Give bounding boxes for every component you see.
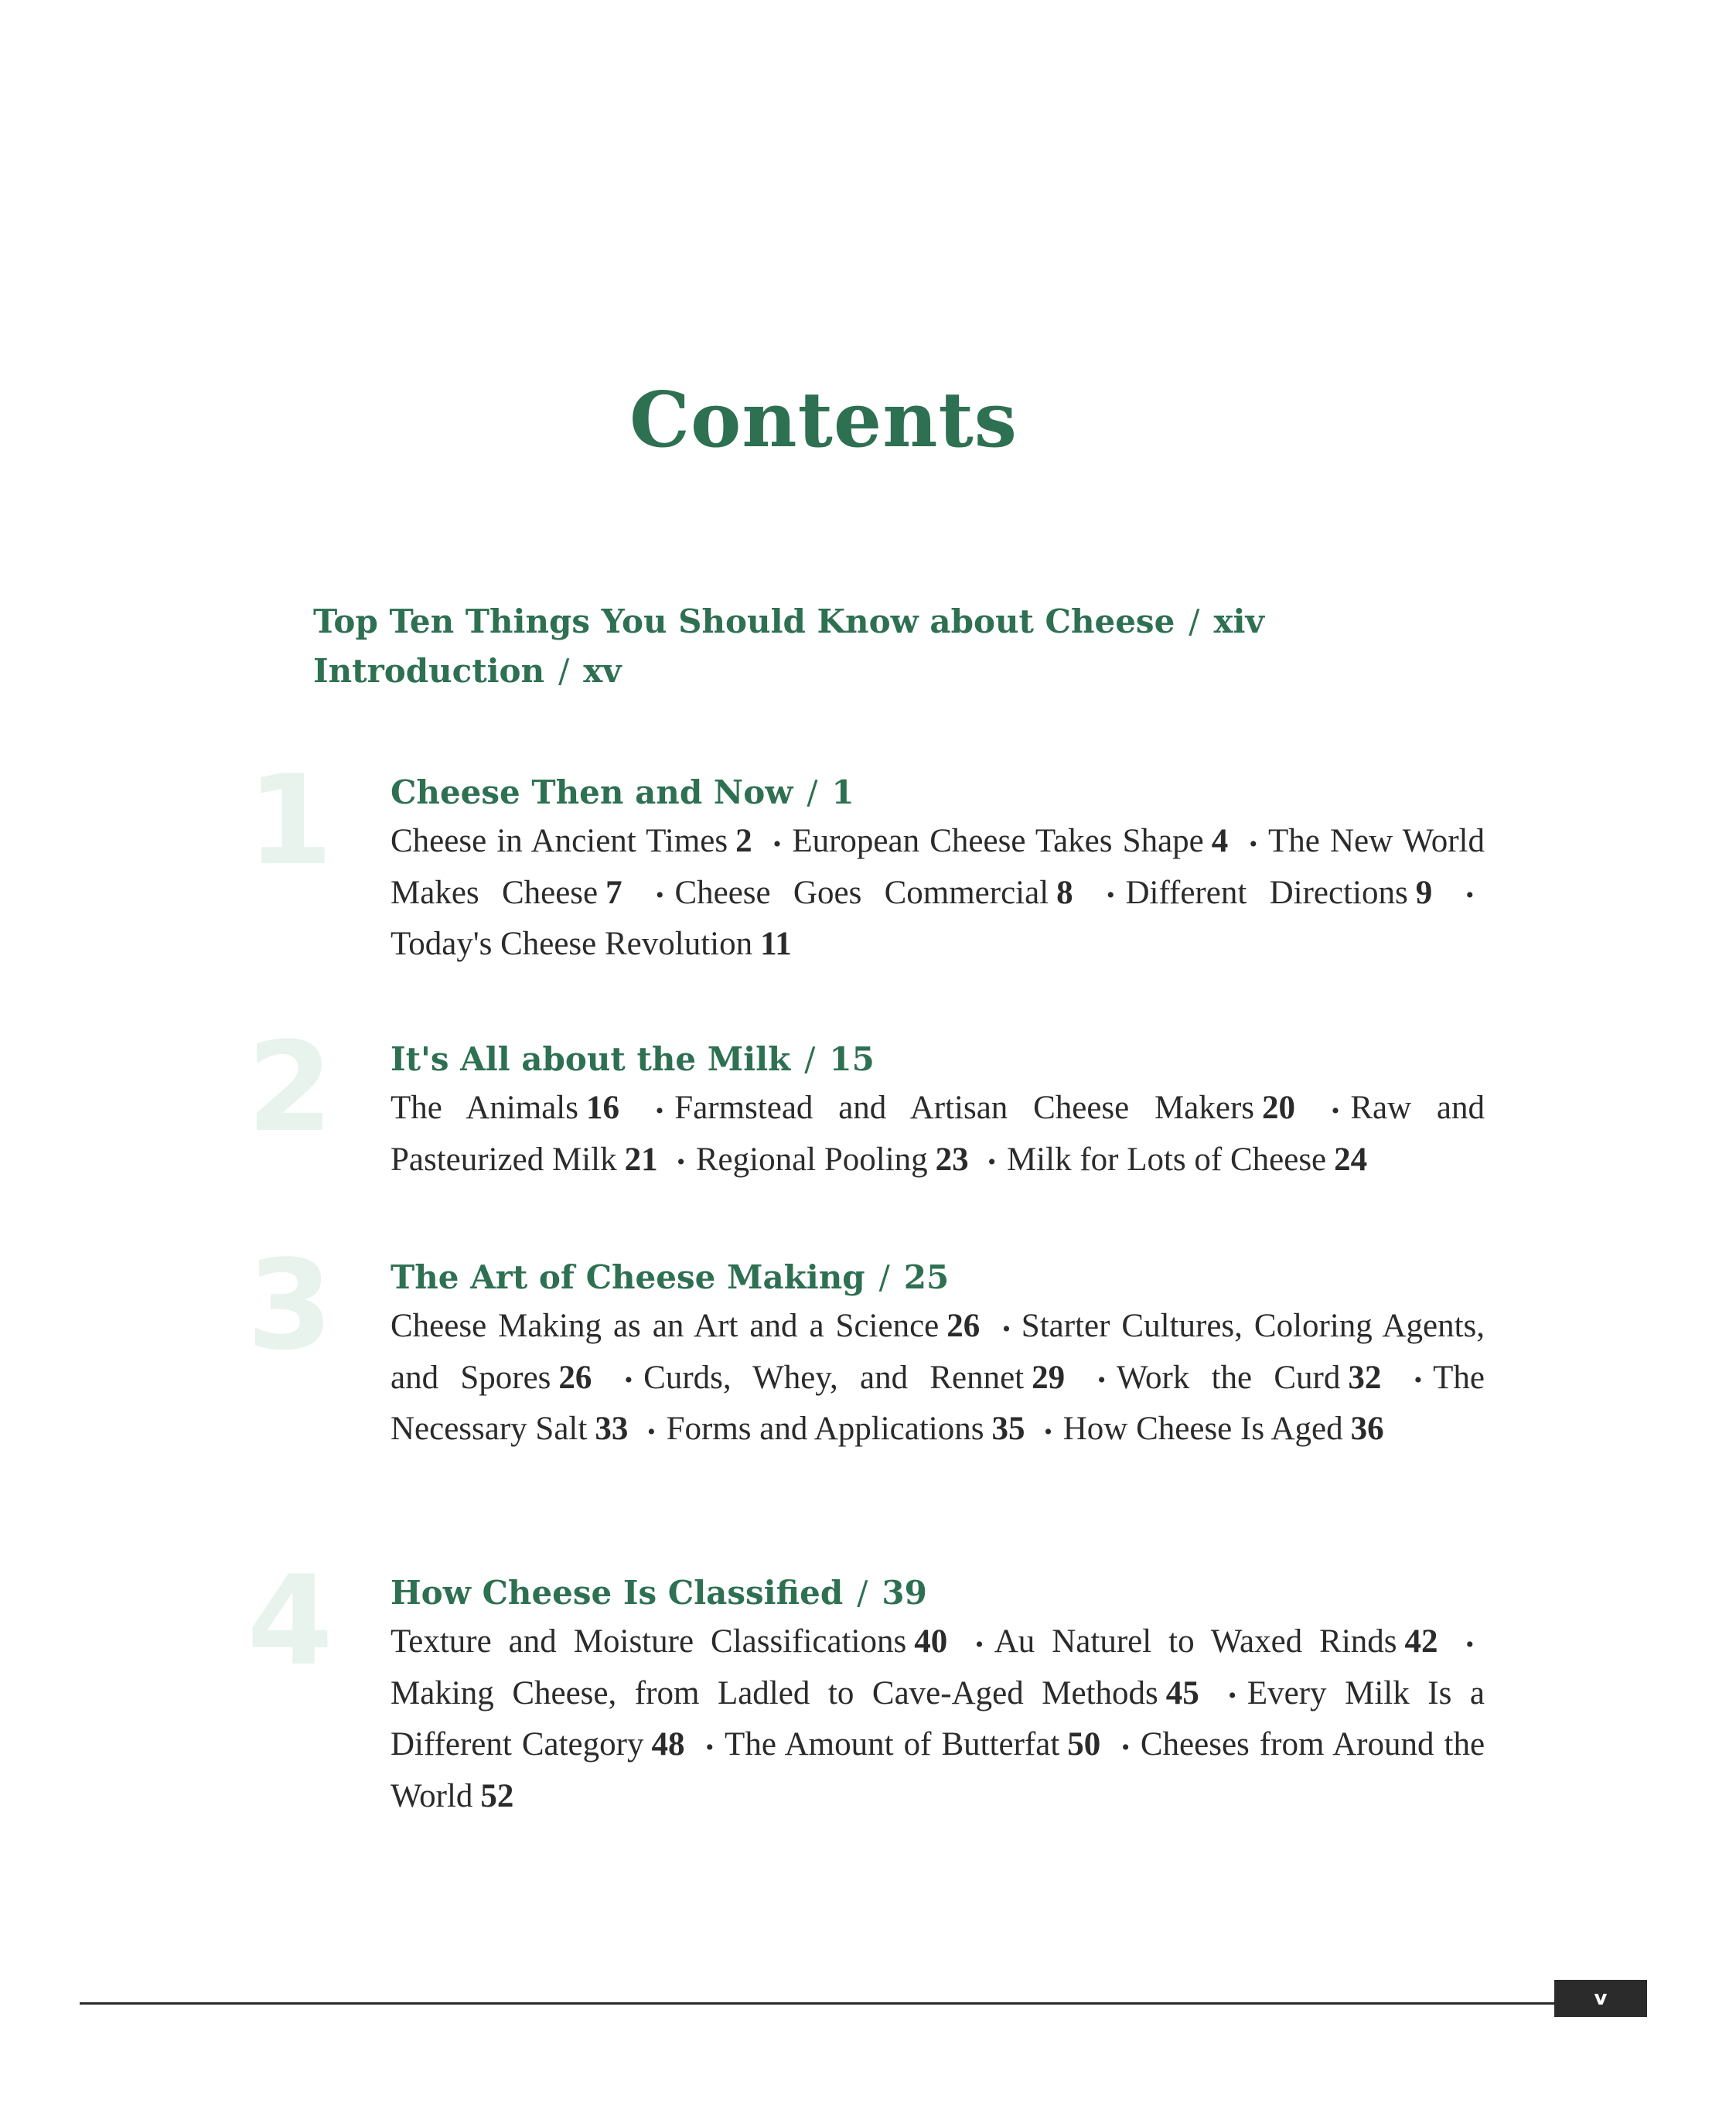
- section-entry[interactable]: [391, 823, 752, 859]
- section-page: 45: [1165, 1674, 1199, 1711]
- section-label: Work the Curd: [1116, 1359, 1341, 1396]
- section-page: 26: [558, 1359, 592, 1396]
- bullet-separator: •: [1044, 1418, 1052, 1445]
- chapter-number-watermark: 2: [247, 1015, 333, 1159]
- front-matter-entry[interactable]: [313, 597, 1264, 647]
- chapter-title-label: It's All about the Milk: [391, 1040, 791, 1078]
- section-entry[interactable]: [725, 1726, 1100, 1763]
- entry-page: xv: [583, 652, 622, 690]
- section-page: 40: [914, 1623, 948, 1660]
- bullet-separator: •: [1249, 831, 1257, 857]
- separator: /: [804, 1040, 816, 1078]
- chapter-title[interactable]: [391, 769, 1485, 817]
- separator: /: [1189, 602, 1200, 640]
- chapter-page: 39: [882, 1574, 927, 1612]
- chapter-title-label: The Art of Cheese Making: [391, 1258, 865, 1296]
- bullet-separator: •: [1002, 1316, 1011, 1342]
- bullet-separator: •: [773, 831, 782, 857]
- entry-page: xiv: [1213, 602, 1264, 640]
- section-entry[interactable]: [643, 1360, 1065, 1396]
- section-entry[interactable]: [994, 1623, 1438, 1660]
- bullet-separator: •: [624, 1367, 633, 1394]
- chapter-page: 15: [829, 1040, 875, 1078]
- bullet-separator: •: [975, 1631, 984, 1657]
- section-entry[interactable]: [1063, 1411, 1384, 1447]
- separator: /: [857, 1574, 868, 1612]
- section-page: 8: [1056, 874, 1073, 911]
- section-label: Raw and Pasteurized Milk: [391, 1090, 1485, 1178]
- section-label: Cheese Making as an Art and a Science: [391, 1308, 940, 1344]
- bullet-separator: •: [655, 1097, 664, 1124]
- bullet-separator: •: [1106, 882, 1115, 909]
- section-page: 50: [1067, 1726, 1101, 1763]
- section-entry[interactable]: [391, 1623, 947, 1660]
- chapter-3: [247, 1233, 1485, 1456]
- chapter-4: [247, 1548, 1485, 1821]
- section-label: Curds, Whey, and Rennet: [643, 1359, 1025, 1396]
- chapter-1: [247, 748, 1485, 968]
- section-entry[interactable]: [1125, 875, 1432, 911]
- section-entry[interactable]: [391, 926, 792, 962]
- section-label: European Cheese Takes Shape: [792, 823, 1204, 859]
- entry-label: Top Ten Things You Should Know about Cheese: [313, 602, 1175, 640]
- section-label: Today's Cheese Revolution: [391, 926, 753, 963]
- section-label: Texture and Moisture Classifications: [391, 1623, 907, 1660]
- section-label: Every Milk Is a Different Category: [391, 1674, 1485, 1763]
- page-title: Contents: [629, 375, 1018, 465]
- section-page: 35: [991, 1411, 1025, 1448]
- section-page: 29: [1032, 1359, 1066, 1396]
- section-page: 32: [1348, 1359, 1382, 1396]
- section-label: Making Cheese, from Ladled to Cave-Aged Methods: [391, 1674, 1158, 1711]
- section-entry[interactable]: [696, 1142, 969, 1178]
- section-label: Different Directions: [1125, 874, 1408, 911]
- section-page: 11: [760, 926, 792, 963]
- section-entry[interactable]: [391, 1090, 619, 1126]
- section-page: 9: [1415, 874, 1433, 911]
- section-label: Regional Pooling: [695, 1141, 928, 1178]
- front-matter: [313, 597, 1264, 696]
- section-entry[interactable]: [391, 1308, 980, 1344]
- chapter-sections: [391, 817, 1485, 968]
- section-label: Cheese Goes Commercial: [674, 874, 1049, 911]
- section-label: Cheese in Ancient Times: [391, 823, 728, 859]
- section-entry[interactable]: [391, 1675, 1199, 1711]
- section-page: 36: [1350, 1411, 1384, 1448]
- chapter-number-watermark: 1: [247, 748, 333, 892]
- section-label: Milk for Lots of Cheese: [1006, 1141, 1327, 1178]
- chapter-title-label: Cheese Then and Now: [391, 773, 793, 811]
- section-entry[interactable]: [792, 823, 1228, 859]
- bullet-separator: •: [705, 1734, 715, 1760]
- bullet-separator: •: [1414, 1367, 1423, 1394]
- section-entry[interactable]: [1117, 1360, 1382, 1396]
- section-entry[interactable]: [674, 875, 1073, 911]
- bullet-separator: •: [1465, 882, 1475, 909]
- section-page: 20: [1262, 1090, 1295, 1126]
- section-label: The Amount of Butterfat: [725, 1726, 1060, 1763]
- section-label: Starter Cultures, Coloring Agents, and Spores: [391, 1308, 1485, 1396]
- section-page: 24: [1334, 1141, 1368, 1178]
- chapter-sections: [391, 1617, 1485, 1821]
- chapter-2: [247, 1015, 1485, 1186]
- page-number: v: [1554, 1980, 1647, 2017]
- bullet-separator: •: [1121, 1734, 1130, 1760]
- bullet-separator: •: [1228, 1683, 1236, 1709]
- section-page: 42: [1404, 1623, 1438, 1660]
- section-label: Au Naturel to Waxed Rinds: [994, 1623, 1397, 1660]
- section-label: The Animals: [391, 1090, 578, 1126]
- section-page: 52: [480, 1777, 514, 1814]
- separator: /: [807, 773, 818, 811]
- bullet-separator: •: [1097, 1367, 1106, 1394]
- footer-rule: [80, 2002, 1557, 2005]
- bullet-separator: •: [647, 1418, 656, 1445]
- section-page: 7: [605, 874, 622, 911]
- section-entry[interactable]: [1007, 1142, 1367, 1178]
- section-label: Cheeses from Around the World: [391, 1726, 1485, 1814]
- chapter-page: 1: [831, 773, 854, 811]
- section-label: The New World Makes Cheese: [391, 823, 1485, 911]
- section-page: 33: [595, 1411, 629, 1448]
- section-label: Forms and Applications: [666, 1411, 984, 1448]
- section-page: 2: [735, 823, 752, 859]
- bullet-separator: •: [677, 1149, 685, 1176]
- chapter-sections: [391, 1302, 1485, 1456]
- section-page: 4: [1211, 823, 1229, 859]
- section-entry[interactable]: [667, 1411, 1025, 1447]
- separator: /: [878, 1258, 890, 1296]
- bullet-separator: •: [1465, 1631, 1475, 1657]
- chapter-title[interactable]: [391, 1569, 1485, 1617]
- section-label: How Cheese Is Aged: [1062, 1411, 1343, 1448]
- separator: /: [558, 652, 570, 690]
- section-label: Farmstead and Artisan Cheese Makers: [674, 1090, 1254, 1126]
- bullet-separator: •: [655, 882, 664, 909]
- chapter-title[interactable]: [391, 1254, 1485, 1302]
- bullet-separator: •: [987, 1149, 996, 1176]
- chapter-number-watermark: 3: [247, 1233, 333, 1377]
- bullet-separator: •: [1331, 1097, 1340, 1124]
- section-label: The Necessary Salt: [391, 1359, 1485, 1448]
- chapter-sections: [391, 1084, 1485, 1186]
- section-page: 21: [624, 1141, 658, 1178]
- chapter-title[interactable]: [391, 1036, 1485, 1084]
- chapter-page: 25: [903, 1258, 950, 1296]
- entry-label: Introduction: [313, 652, 545, 690]
- section-page: 23: [935, 1141, 969, 1178]
- section-page: 26: [946, 1308, 981, 1344]
- chapter-number-watermark: 4: [247, 1548, 333, 1693]
- section-entry[interactable]: [674, 1090, 1295, 1126]
- section-page: 48: [651, 1726, 685, 1763]
- section-page: 16: [585, 1090, 619, 1126]
- chapter-title-label: How Cheese Is Classified: [391, 1574, 844, 1612]
- front-matter-entry[interactable]: [313, 647, 1264, 696]
